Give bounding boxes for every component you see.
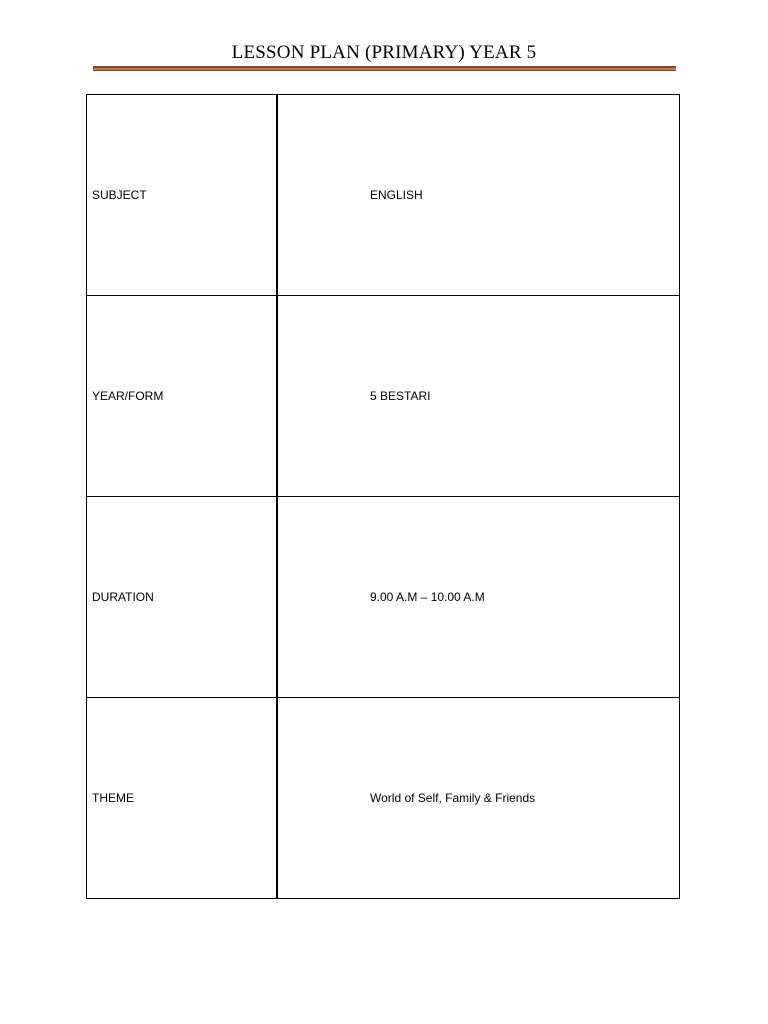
page-title: LESSON PLAN (PRIMARY) YEAR 5 <box>231 42 537 63</box>
row-label: SUBJECT <box>87 95 278 296</box>
row-value: 9.00 A.M – 10.00 A.M <box>277 497 680 698</box>
table-row-subject <box>87 95 680 296</box>
lesson-plan-table <box>86 94 680 899</box>
row-label: THEME <box>87 698 278 899</box>
table-row-year-form <box>87 296 680 497</box>
row-value: World of Self, Family & Friends <box>277 698 680 899</box>
row-label: YEAR/FORM <box>87 296 278 497</box>
row-value: 5 BESTARI <box>277 296 680 497</box>
table-row-theme <box>87 698 680 899</box>
title-underline-thin <box>93 70 676 71</box>
row-value: ENGLISH <box>277 95 680 296</box>
row-label: DURATION <box>87 497 278 698</box>
table-row-duration <box>87 497 680 698</box>
